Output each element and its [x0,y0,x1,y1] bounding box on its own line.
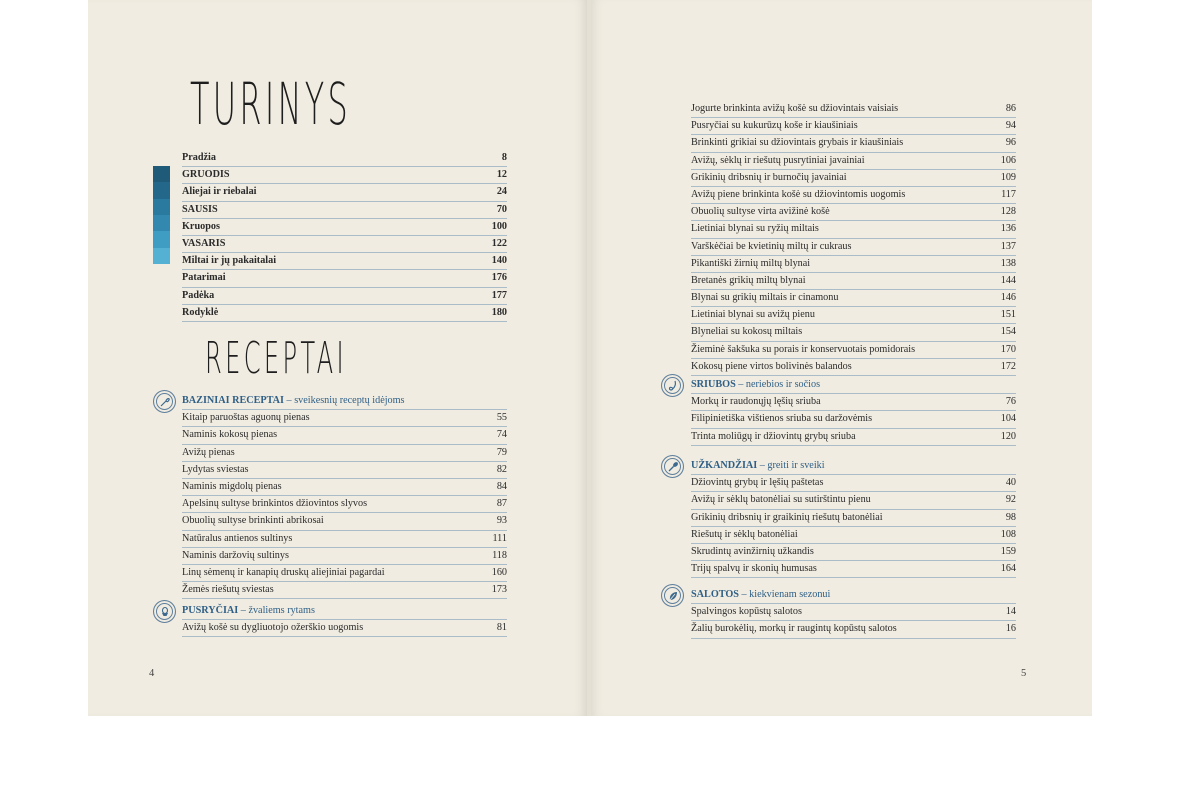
spoon-icon [661,455,684,478]
recipe-row[interactable]: Natūralus antienos sultinys 111 [182,531,507,548]
whisk-icon [153,390,176,413]
recipe-row[interactable]: Žalių burokėlių, morkų ir raugintų kopūstų salotos 16 [691,621,1016,638]
recipe-row[interactable]: Žemės riešutų sviestas 173 [182,582,507,599]
recipe-row[interactable]: Žieminė šakšuka su porais ir konservuotais pomidorais 170 [691,342,1016,359]
recipe-row[interactable]: Pusryčiai su kukurūzų koše ir kiaušiniais 94 [691,118,1016,135]
recipe-row[interactable]: Grikinių dribsnių ir burnočių javainiai 109 [691,170,1016,187]
recipe-row[interactable]: Morkų ir raudonųjų lęšių sriuba 76 [691,394,1016,411]
recipe-row[interactable]: Apelsinų sultyse brinkintos džiovintos slyvos 87 [182,496,507,513]
recipe-row[interactable]: Trijų spalvų ir skonių humusas 164 [691,561,1016,578]
color-band [153,231,170,247]
recipe-row[interactable]: Brinkinti grikiai su džiovintais grybais ir kiaušiniais 96 [691,135,1016,152]
recipe-row[interactable]: Kitaip paruoštas aguonų pienas 55 [182,410,507,427]
section-heading[interactable]: SRIUBOS – neriebios ir sočios [691,377,1016,394]
color-band [153,215,170,231]
recipe-row[interactable]: Džiovintų grybų ir lęšių paštetas 40 [691,475,1016,492]
contents-row[interactable]: GRUODIS 12 [182,167,507,184]
recipe-row[interactable]: Blynai su grikių miltais ir cinamonu 146 [691,290,1016,307]
contents-row[interactable]: Miltai ir jų pakaitalai 140 [182,253,507,270]
section-breakfast [182,603,507,637]
section-heading[interactable]: SALOTOS – kiekvienam sezonui [691,587,1016,604]
contents-row[interactable]: Pradžia 8 [182,150,507,167]
recipe-row[interactable]: Avižų ir sėklų batonėliai su sutirštintu pienu 92 [691,492,1016,509]
color-band [153,248,170,264]
contents-title: TURINYS [190,70,352,138]
book-gutter [587,0,591,716]
recipe-row[interactable]: Avižų piene brinkinta košė su džiovintomis uogomis 117 [691,187,1016,204]
recipe-row[interactable]: Lietiniai blynai su avižų pienu 151 [691,307,1016,324]
recipe-row[interactable]: Blyneliai su kokosų miltais 154 [691,324,1016,341]
color-band [153,182,170,198]
section-heading[interactable]: PUSRYČIAI – žvaliems rytams [182,603,507,620]
egg-cup-icon [153,600,176,623]
recipe-row[interactable]: Spalvingos kopūstų salotos 14 [691,604,1016,621]
contents-row[interactable]: Kruopos 100 [182,219,507,236]
recipe-row[interactable]: Grikinių dribsnių ir graikinių riešutų batonėliai 98 [691,510,1016,527]
recipe-row[interactable]: Kokosų piene virtos bolivinės balandos 172 [691,359,1016,376]
contents-row[interactable]: Rodyklė 180 [182,305,507,322]
ladle-icon [661,374,684,397]
contents-list [182,150,507,322]
recipe-row[interactable]: Naminis daržovių sultinys 118 [182,548,507,565]
recipe-row[interactable]: Avižų košė su dygliuotojo ožerškio uogomis 81 [182,620,507,637]
contents-row[interactable]: SAUSIS 70 [182,202,507,219]
contents-row[interactable]: Aliejai ir riebalai 24 [182,184,507,201]
recipe-row[interactable]: Linų sėmenų ir kanapių druskų aliejiniai pagardai 160 [182,565,507,582]
recipes-title: RECEPTAI [205,333,347,384]
recipe-row[interactable]: Naminis kokosų pienas 74 [182,427,507,444]
recipe-row[interactable]: Pikantiški žirnių miltų blynai 138 [691,256,1016,273]
recipe-row[interactable]: Trinta moliūgų ir džiovintų grybų sriuba 120 [691,429,1016,446]
recipe-row[interactable]: Avižų pienas 79 [182,445,507,462]
leaf-icon [661,584,684,607]
section-heading[interactable]: BAZINIAI RECEPTAI – sveikesnių receptų idėjoms [182,393,507,410]
recipe-row[interactable]: Obuolių sultyse virta avižinė košė 128 [691,204,1016,221]
contents-row[interactable]: Patarimai 176 [182,270,507,287]
recipe-row[interactable]: Filipinietiška vištienos sriuba su daržovėmis 104 [691,411,1016,428]
color-band [153,199,170,215]
section-heading[interactable]: UŽKANDŽIAI – greiti ir sveiki [691,458,1016,475]
recipe-row[interactable]: Riešutų ir sėklų batonėliai 108 [691,527,1016,544]
page-number-left: 4 [149,668,155,679]
recipe-row[interactable]: Varškėčiai be kvietinių miltų ir cukraus 137 [691,239,1016,256]
contents-row[interactable]: Padėka 177 [182,288,507,305]
page-number-right: 5 [1021,668,1027,679]
color-band [153,166,170,182]
recipe-row[interactable]: Lietiniai blynai su ryžių miltais 136 [691,221,1016,238]
section-salads [691,587,1016,639]
section-snacks [691,458,1016,578]
recipe-row[interactable]: Jogurte brinkinta avižų košė su džiovintais vaisiais 86 [691,101,1016,118]
contents-row[interactable]: VASARIS 122 [182,236,507,253]
recipe-row[interactable]: Naminis migdolų pienas 84 [182,479,507,496]
recipe-row[interactable]: Lydytas sviestas 82 [182,462,507,479]
section-basic-recipes [182,393,507,599]
section-soups [691,377,1016,446]
recipe-row[interactable]: Obuolių sultyse brinkinti abrikosai 93 [182,513,507,530]
month-color-bar [153,166,170,264]
recipe-row[interactable]: Skrudintų avinžirnių užkandis 159 [691,544,1016,561]
recipe-row[interactable]: Bretanės grikių miltų blynai 144 [691,273,1016,290]
breakfast-continued-list [691,101,1016,376]
recipe-row[interactable]: Avižų, sėklų ir riešutų pusrytiniai javainiai 106 [691,153,1016,170]
